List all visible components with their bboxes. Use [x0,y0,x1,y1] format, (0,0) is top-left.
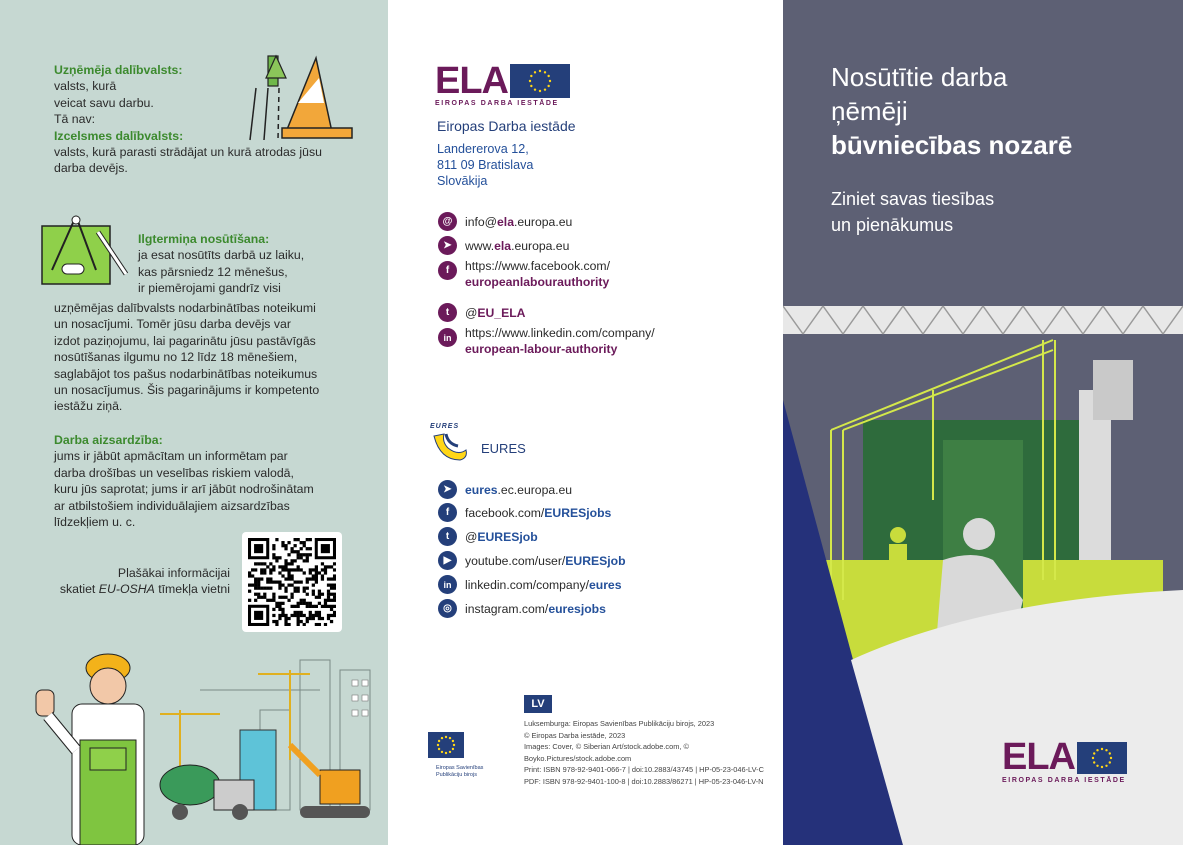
protection-line: ar atbilstošiem individuālajiem aizsardzības [54,498,290,513]
qr-code-pattern [248,538,336,626]
cover-ela-logo[interactable] [1002,736,1127,784]
address-line: Slovākija [437,174,488,188]
host-state-line: Tā nav: [54,112,96,127]
ela-logo-text: ELA [435,60,508,102]
cover-title-line: Nosūtītie darba [831,62,1008,92]
cover-subtitle-line: un pienākumus [831,215,954,235]
cover-title [831,60,1072,162]
address-line: 811 09 Bratislava [437,158,534,172]
eures-link-text: linkedin.com/company/eures [465,577,622,592]
eures-link-send[interactable] [438,480,572,499]
eures-link-text: facebook.com/EURESjobs [465,505,612,520]
eures-label: EURES [481,441,526,456]
long-term-line: izdot paziņojumu, lai pagarinātu jūsu pastāvīgās [54,333,316,348]
eu-flag-icon [510,64,570,98]
twitter-link[interactable]: t @EU_ELA [438,303,525,322]
eures-link-twitter[interactable] [438,527,538,546]
linkedin-icon: in [438,575,457,594]
long-term-line: saglabājot tos pašus nodarbinātības noteikumus [54,366,318,381]
long-term-block-top [138,231,378,297]
qr-code[interactable] [242,532,342,632]
email-link[interactable]: @ info@ela.europa.eu [438,212,572,231]
more-info-line: Plašākai informācijai [117,566,230,580]
eures-link-youtube[interactable] [438,551,626,570]
cover-ela-logo-text: ELA [1002,736,1075,778]
protection-line: kuru jūs saprotat; jums ir arī jābūt nodrošinātam [54,482,314,497]
eures-logo-text: EURES [430,423,460,430]
more-info-line2: skatiet EU-OSHA tīmekļa vietni [59,582,230,597]
ela-logo[interactable] [435,60,570,107]
protection-line: līdzekļiem u. c. [54,515,136,530]
address-line: Landererova 12, [437,142,529,156]
eures-link-text: @EURESjob [465,529,538,544]
address-block [437,141,533,189]
host-state-line: veicat savu darbu. [54,95,154,110]
long-term-line: iestāžu ziņā. [54,399,123,414]
long-term-line: kas pārsniedz 12 mēnešus, [138,264,288,279]
eures-link-text: youtube.com/user/EURESjob [465,553,626,568]
eures-link-facebook[interactable] [438,503,611,522]
imprint-line: © Eiropas Darba iestāde, 2023 [524,730,626,740]
long-term-line: ir piemērojami gandrīz visi [138,281,281,296]
long-term-line: ja esat nosūtīts darbā uz laiku, [138,248,305,263]
imprint-line: Luksemburga: Eiropas Savienības Publikāciju birojs, 2023 [524,719,715,728]
ela-logo-subtitle: EIROPAS DARBA IESTĀDE [435,100,559,107]
cover-subtitle [831,186,994,238]
origin-state-line: darba devējs. [54,161,128,176]
long-term-block-body [54,300,384,415]
send-icon: ➤ [438,480,457,499]
linkedin-icon: in [438,328,457,347]
facebook-icon: f [438,261,457,280]
cover-ela-logo-subtitle: EIROPAS DARBA IESTĀDE [1002,777,1126,784]
protection-block [54,432,384,530]
imprint-line: PDF: ISBN 978-92-9401-100-8 | doi:10.2883/86271 | HP-05-23-046-LV-N [524,776,764,786]
imprint-line: Print: ISBN 978-92-9401-066-7 | doi:10.2883/43745 | HP-05-23-046-LV-C [524,765,764,775]
road-cone-illustration [246,48,358,144]
twitter-icon: t [438,303,457,322]
protection-line: jums ir jābūt apmācītam un informētam par [54,449,288,464]
left-panel [0,0,388,845]
publications-office-logo[interactable] [428,732,508,779]
cover-subtitle-line: Ziniet savas tiesības [831,189,995,209]
eures-link-text: instagram.com/euresjobs [465,601,606,616]
cover-title-line: ņēmēji [831,96,908,126]
youtube-icon: ▶ [438,551,457,570]
facebook-icon: f [438,503,457,522]
facebook-link[interactable]: f https://www.facebook.com/ europeanlabourauthority [438,258,610,290]
eures-link-instagram[interactable] [438,599,606,618]
at-icon: @ [438,212,457,231]
long-term-heading: Ilgtermiņa nosūtīšana: [138,232,270,246]
drawing-tools-illustration [38,212,134,288]
linkedin-link[interactable]: in https://www.linkedin.com/company/ european-labour-authority [438,325,655,357]
cover-title-bold: būvniecības nozarē [831,130,1073,160]
origin-state-heading: Izcelsmes dalībvalsts: [54,128,184,143]
imprint-block [524,718,774,788]
language-badge: LV [524,695,552,713]
eures-link-text: eures.ec.europa.eu [465,482,573,497]
origin-state-line: valsts, kurā parasti strādājat un kurā atrodas jūsu [54,145,322,160]
send-icon: ➤ [438,236,457,255]
long-term-line: un nosacījumi. Tomēr jūsu darba devējs var [54,317,291,332]
eu-flag-icon [428,732,464,758]
protection-line: darba drošības un veselības riskiem valodā, [54,465,294,480]
worker-scene-illustration [0,640,388,845]
eures-link-linkedin[interactable] [438,575,622,594]
website-link[interactable]: ➤ www.ela.europa.eu [438,236,569,255]
long-term-line: uzņēmējas dalībvalsts nodarbinātības noteikumi [54,301,316,315]
more-info-text [40,565,230,598]
twitter-icon: t [438,527,457,546]
publications-office-text: Eiropas Savienības Publikāciju birojs [436,765,484,778]
eu-flag-icon [1077,742,1127,774]
eures-hand-icon [430,430,470,468]
host-state-line: valsts, kurā [54,79,117,94]
long-term-line: nosūtīšanas ilgumu no 12 līdz 18 mēnešiem, [54,350,298,365]
protection-heading: Darba aizsardzība: [54,433,163,447]
instagram-icon: ◎ [438,599,457,618]
cover-panel [783,0,1183,845]
org-name: Eiropas Darba iestāde [437,118,576,134]
host-state-heading: Uzņēmēja dalībvalsts: [54,63,183,77]
long-term-line: un nosacījumus. Šis pagarinājums ir kompetento [54,383,320,398]
imprint-line: Images: Cover, © Siberian Art/stock.adobe.com, © Boyko.Pictures/stock.adobe.com [524,742,689,763]
eures-logo[interactable] [430,423,470,469]
